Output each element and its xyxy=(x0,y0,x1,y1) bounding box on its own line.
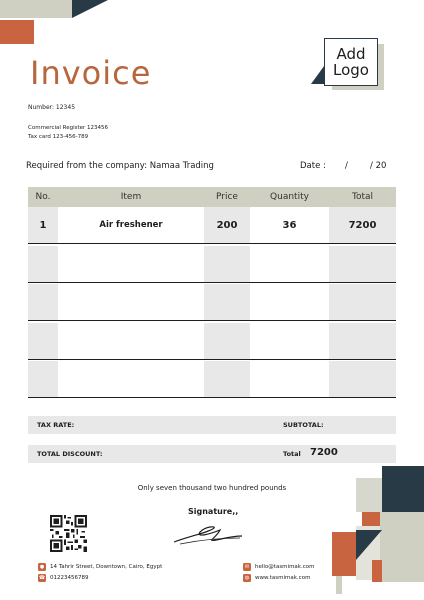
required-company: Required from the company: Namaa Trading xyxy=(26,161,214,171)
date-separator-1: / xyxy=(345,161,348,171)
cell-price xyxy=(204,361,250,397)
date-separator-2: / 20 xyxy=(370,161,387,171)
decor-block xyxy=(372,560,382,582)
decor-block-orange xyxy=(0,20,34,44)
logo-text-line1: Add xyxy=(336,45,366,63)
contact-email xyxy=(243,563,314,571)
cell-total: 7200 xyxy=(329,207,396,243)
contact-address xyxy=(38,563,162,571)
table-row xyxy=(28,361,396,398)
table-row xyxy=(28,207,396,244)
cell-total xyxy=(329,246,396,282)
decor-block xyxy=(382,466,424,512)
phone-icon: ☎ xyxy=(38,575,46,581)
cell-price xyxy=(204,323,250,359)
logo-placeholder xyxy=(324,38,378,86)
cell-price xyxy=(204,246,250,282)
logo-text-line2: Logo xyxy=(333,61,369,79)
subtotal-label: SUBTOTAL: xyxy=(283,421,324,429)
cell-total xyxy=(329,361,396,397)
cell-no: 1 xyxy=(28,207,58,243)
decor-block xyxy=(356,478,382,512)
email-icon: ✉ xyxy=(244,564,250,570)
decor-block xyxy=(336,576,342,594)
decor-block xyxy=(380,512,424,582)
decor-block xyxy=(362,512,380,526)
qr-code xyxy=(50,515,87,552)
tax-row xyxy=(28,416,396,434)
cell-quantity xyxy=(250,284,329,320)
address-text: 14 Tahrir Street, Downtown, Cairo, Egypt xyxy=(50,564,163,570)
header-no: No. xyxy=(35,192,51,202)
cell-item xyxy=(58,246,204,282)
cell-item xyxy=(58,361,204,397)
cell-no xyxy=(28,246,58,282)
globe-icon: ◍ xyxy=(244,575,250,581)
signature-scribble xyxy=(170,520,246,548)
phone-text: 01223456789 xyxy=(50,575,89,581)
cell-quantity xyxy=(250,246,329,282)
cell-quantity: 36 xyxy=(282,219,297,231)
cell-quantity xyxy=(250,323,329,359)
cell-price: 200 xyxy=(204,207,250,243)
website-text: www.tasmimak.com xyxy=(255,575,311,581)
table-row xyxy=(28,323,396,360)
cell-item xyxy=(58,323,204,359)
table-row xyxy=(28,284,396,321)
cell-no xyxy=(28,284,58,320)
contact-website xyxy=(243,574,310,582)
header-quantity: Quantity xyxy=(270,192,309,202)
cell-total xyxy=(329,323,396,359)
total-discount-label: TOTAL DISCOUNT: xyxy=(37,450,103,458)
cell-price xyxy=(204,284,250,320)
total-value: 7200 xyxy=(310,447,338,458)
commercial-register: Commercial Register 123456 xyxy=(28,125,109,131)
email-text: hello@tasmimak.com xyxy=(255,564,315,570)
cell-item xyxy=(58,284,204,320)
decor-triangle-dark xyxy=(72,0,108,18)
total-label: Total xyxy=(283,450,301,458)
cell-no xyxy=(28,361,58,397)
invoice-number: Number: 12345 xyxy=(28,104,76,111)
tax-rate-label: TAX RATE: xyxy=(37,421,75,429)
table-header xyxy=(28,187,396,207)
header-total: Total xyxy=(351,192,374,202)
cell-total xyxy=(329,284,396,320)
amount-in-words: Only seven thousand two hundred pounds xyxy=(137,484,287,492)
table-row xyxy=(28,246,396,283)
date-label: Date : xyxy=(300,161,326,171)
decor-block xyxy=(332,532,356,576)
cell-item: Air freshener xyxy=(99,220,163,230)
cell-quantity xyxy=(250,361,329,397)
header-item: Item xyxy=(120,192,142,202)
cell-no xyxy=(28,323,58,359)
decor-block-grey xyxy=(0,0,72,18)
location-pin-icon: ● xyxy=(39,564,45,570)
invoice-table xyxy=(28,187,396,400)
tax-card: Tax card 123-456-789 xyxy=(28,134,89,140)
signature-label: Signature,, xyxy=(188,507,239,516)
header-price: Price xyxy=(216,192,238,202)
contact-phone xyxy=(38,574,89,582)
invoice-title: Invoice xyxy=(30,54,152,92)
decor-triangle xyxy=(356,530,382,560)
